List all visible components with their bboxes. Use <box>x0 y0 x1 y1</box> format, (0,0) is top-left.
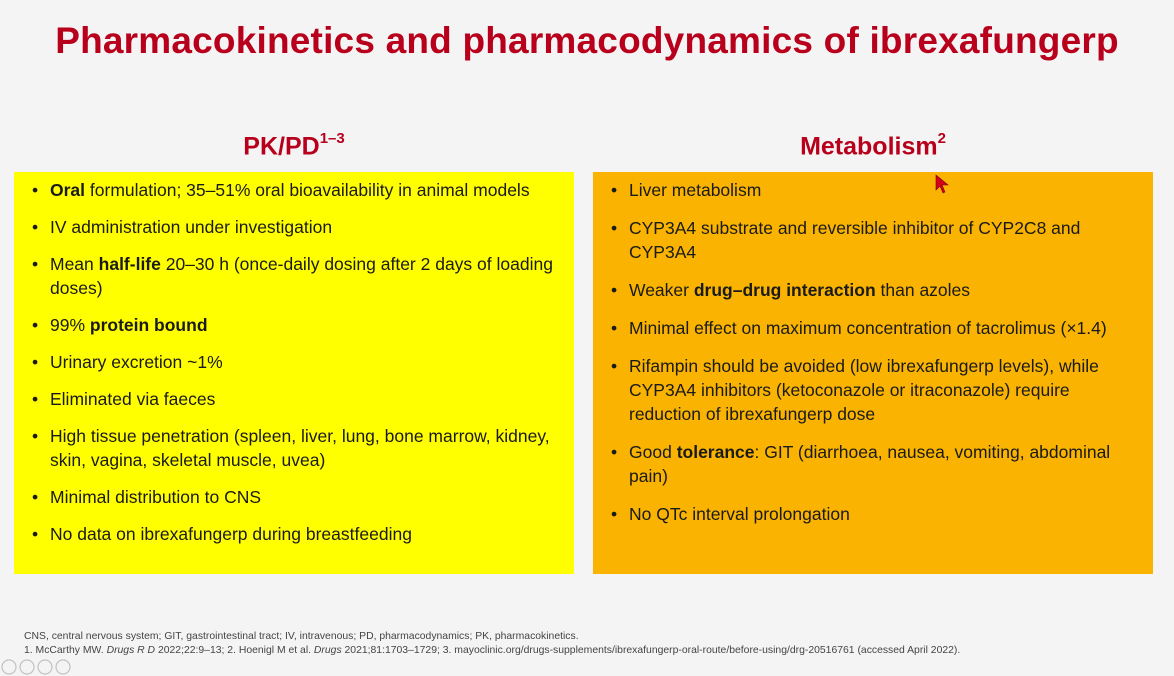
presentation-controls[interactable] <box>0 658 80 676</box>
bullet-icon: • <box>611 218 618 238</box>
metabolism-heading-superscript: 2 <box>937 130 946 147</box>
metabolism-heading <box>593 132 1153 161</box>
bullet-text: Liver metabolism <box>629 180 762 200</box>
ref2-detail: 2021;81:1703–1729; 3. mayoclinic.org/drugs-supplements/ibrexafungerp-oral-route/before-using/drg-20516761 (accessed April 2022). <box>341 645 961 656</box>
metabolism-heading-text: Metabolism <box>800 132 938 161</box>
pkpd-bullet-item <box>32 485 560 509</box>
bullet-text: High tissue penetration (spleen, liver, lung, bone marrow, kidney, skin, vagina, skeletal muscle, uvea) <box>50 426 550 470</box>
metabolism-bullet-item <box>611 178 1139 202</box>
pen-tool-icon <box>38 660 52 674</box>
bullet-text: Rifampin should be avoided (low ibrexafungerp levels), while CYP3A4 inhibitors (ketoconazole or itraconazole) require reduction of ibrexafungerp dose <box>629 356 1099 424</box>
pkpd-bullet-item <box>32 313 560 337</box>
bullet-icon: • <box>32 487 39 507</box>
bullet-text: 99% <box>50 315 90 335</box>
bullet-text: Minimal distribution to CNS <box>50 487 262 507</box>
bullet-text: Minimal effect on maximum concentration of tacrolimus (×1.4) <box>629 318 1107 338</box>
bullet-text: Urinary excretion ~1% <box>50 352 223 372</box>
bullet-icon: • <box>611 504 618 524</box>
metabolism-bullet-item <box>611 502 1139 526</box>
bullet-text-tail: than azoles <box>875 280 971 300</box>
pkpd-bullet-item <box>32 387 560 411</box>
pkpd-bullet-item <box>32 178 560 202</box>
bullet-icon: • <box>32 217 39 237</box>
metabolism-bullet-item <box>611 278 1139 302</box>
bullet-text: No QTc interval prolongation <box>629 504 850 524</box>
bullet-bold-text: half-life <box>98 254 161 274</box>
slide-title: Pharmacokinetics and pharmacodynamics of ibrexafungerp <box>55 20 1119 61</box>
previous-slide-icon <box>2 660 16 674</box>
bullet-icon: • <box>611 356 618 376</box>
pkpd-bullet-list <box>32 178 560 546</box>
bullet-bold-text: drug–drug interaction <box>693 280 876 300</box>
references-footnote <box>24 644 1164 658</box>
bullet-icon: • <box>32 352 39 372</box>
metabolism-bullet-item <box>611 354 1139 426</box>
bullet-icon: • <box>32 180 39 200</box>
ref1-journal: Drugs R D <box>106 645 156 656</box>
bullet-icon: • <box>611 318 618 338</box>
bullet-icon: • <box>611 180 618 200</box>
footnotes <box>24 630 1164 658</box>
bullet-text: Weaker <box>629 280 694 300</box>
mouse-pointer-icon <box>935 174 949 194</box>
bullet-bold-text: tolerance <box>676 442 755 462</box>
bullet-text-tail: formulation; 35–51% oral bioavailability in animal models <box>85 180 530 200</box>
zoom-icon <box>56 660 70 674</box>
ref2-journal: Drugs <box>313 645 342 656</box>
bullet-text: Eliminated via faeces <box>50 389 216 409</box>
bullet-bold-text: protein bound <box>89 315 208 335</box>
pkpd-bullet-item <box>32 522 560 546</box>
bullet-icon: • <box>611 280 618 300</box>
bullet-text: IV administration under investigation <box>50 217 333 237</box>
pkpd-bullet-item <box>32 215 560 239</box>
ref1-detail: 2022;22:9–13; 2. Hoenigl M et al. <box>155 645 314 656</box>
bullet-text-tail: : GIT (diarrhoea, nausea, vomiting, abdominal pain) <box>629 442 1111 486</box>
abbreviations-footnote: CNS, central nervous system; GIT, gastrointestinal tract; IV, intravenous; PD, pharmacodynamics; PK, pharmacokinetics. <box>24 631 579 642</box>
bullet-text: CYP3A4 substrate and reversible inhibitor of CYP2C8 and CYP3A4 <box>629 218 1081 262</box>
pkpd-heading <box>14 132 574 161</box>
bullet-icon: • <box>32 389 39 409</box>
pkpd-heading-superscript: 1–3 <box>319 130 345 147</box>
metabolism-bullet-list <box>611 178 1139 526</box>
bullet-text: Mean <box>50 254 99 274</box>
next-slide-icon <box>20 660 34 674</box>
bullet-bold-text: Oral <box>50 180 86 200</box>
bullet-icon: • <box>32 426 39 446</box>
bullet-text: No data on ibrexafungerp during breastfeeding <box>50 524 412 544</box>
metabolism-bullet-item <box>611 216 1139 264</box>
pkpd-bullet-item <box>32 252 560 300</box>
metabolism-bullet-item <box>611 440 1139 488</box>
pkpd-heading-text: PK/PD <box>243 132 320 161</box>
metabolism-bullet-item <box>611 316 1139 340</box>
bullet-text: Good <box>629 442 677 462</box>
pkpd-bullet-item <box>32 350 560 374</box>
pkpd-box <box>14 172 574 574</box>
bullet-icon: • <box>32 254 39 274</box>
bullet-icon: • <box>32 315 39 335</box>
bullet-icon: • <box>611 442 618 462</box>
metabolism-box <box>593 172 1153 574</box>
bullet-icon: • <box>32 524 39 544</box>
pkpd-bullet-item <box>32 424 560 472</box>
bullet-text-tail: 20–30 h (once-daily dosing after 2 days of loading doses) <box>50 254 553 298</box>
ref1-text: 1. McCarthy MW. <box>24 645 107 656</box>
